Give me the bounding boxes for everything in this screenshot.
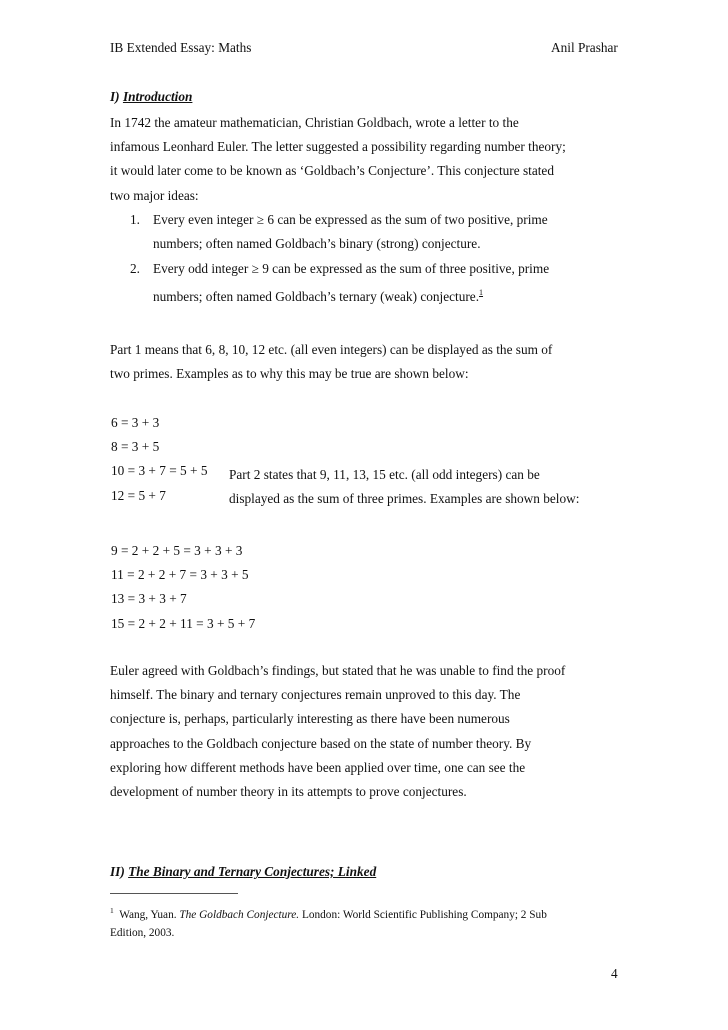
footnote-line: [110, 902, 630, 924]
equation: 11 = 2 + 2 + 7 = 3 + 3 + 5: [111, 567, 249, 583]
footnote-author: Wang, Yuan.: [119, 909, 177, 921]
list-number: 1.: [130, 212, 140, 227]
text-line: it would later come to be known as ‘Goldbach’s Conjecture’. This conjecture stated: [110, 163, 554, 179]
text-line: infamous Leonhard Euler. The letter suggested a possibility regarding number theory;: [110, 139, 566, 155]
footnote-divider: [110, 893, 238, 894]
section-heading-binary-ternary: [110, 864, 376, 880]
text-line: exploring how different methods have been applied over time, one can see the: [110, 759, 526, 775]
equation: 9 = 2 + 2 + 5 = 3 + 3 + 3: [111, 543, 243, 558]
equation: 6 = 3 + 3: [111, 415, 160, 430]
text-line: two primes. Examples as to why this may be true are shown below:: [110, 366, 469, 382]
text-line: conjecture is, perhaps, particularly interesting as there have been numerous: [110, 711, 510, 727]
list-number: 2.: [130, 261, 140, 276]
text-line: Every even integer ≥ 6 can be expressed as the sum of two positive, prime: [153, 212, 548, 227]
equation: 8 = 3 + 5: [111, 439, 160, 455]
footnote-line: Edition, 2003.: [110, 927, 175, 939]
footnote-mark: 1: [110, 906, 114, 915]
text-line: approaches to the Goldbach conjecture based on the state of number theory. By: [110, 735, 532, 751]
part1-paragraph: [110, 338, 630, 386]
intro-paragraph: [110, 111, 630, 208]
footnote: [110, 902, 630, 942]
text-line: Part 2 states that 9, 11, 13, 15 etc. (all odd integers) can be: [229, 467, 540, 482]
text-line: Euler agreed with Goldbach’s findings, but stated that he was unable to find the proof: [110, 663, 566, 678]
text-line: displayed as the sum of three primes. Examples are shown below:: [229, 491, 580, 507]
page-number: 4: [611, 966, 618, 981]
equation: 12 = 5 + 7: [111, 487, 166, 503]
text-segment: numbers; often named Goldbach’s ternary (weak) conjecture.: [153, 289, 480, 305]
header-author: Anil Prashar: [551, 40, 618, 55]
footnote-publisher: London: World Scientific Publishing Company; 2 Sub: [301, 909, 547, 921]
text-line: development of number theory in its attempts to prove conjectures.: [110, 784, 467, 800]
even-examples: [111, 411, 207, 508]
header-title: IB Extended Essay: Maths: [110, 40, 252, 55]
text-line: Every odd integer ≥ 9 can be expressed as the sum of three positive, prime: [153, 261, 550, 276]
section-number: II): [110, 864, 129, 879]
equation: 15 = 2 + 2 + 11 = 3 + 5 + 7: [111, 615, 256, 631]
section-title: Introduction: [122, 89, 193, 104]
list-item: [130, 208, 548, 256]
equation: 10 = 3 + 7 = 5 + 5: [111, 463, 208, 479]
section-number: I): [110, 89, 123, 104]
euler-paragraph: [110, 659, 630, 804]
text-line: Part 1 means that 6, 8, 10, 12 etc. (all even integers) can be displayed as the sum of: [110, 342, 553, 357]
list-item: [130, 257, 549, 309]
text-line: [130, 281, 549, 309]
equation: 13 = 3 + 3 + 7: [111, 591, 187, 607]
part2-paragraph: [229, 463, 629, 511]
text-line: numbers; often named Goldbach’s binary (strong) conjecture.: [153, 236, 481, 252]
section-heading-introduction: [110, 89, 192, 105]
text-line: In 1742 the amateur mathematician, Christian Goldbach, wrote a letter to the: [110, 115, 519, 130]
text-line: two major ideas:: [110, 187, 199, 203]
section-title: The Binary and Ternary Conjectures; Linked: [128, 864, 377, 879]
odd-examples: [111, 539, 255, 636]
footnote-reference[interactable]: 1: [479, 288, 484, 298]
footnote-book-title: The Goldbach Conjecture.: [179, 909, 300, 921]
text-line: himself. The binary and ternary conjectures remain unproved to this day. The: [110, 687, 521, 703]
